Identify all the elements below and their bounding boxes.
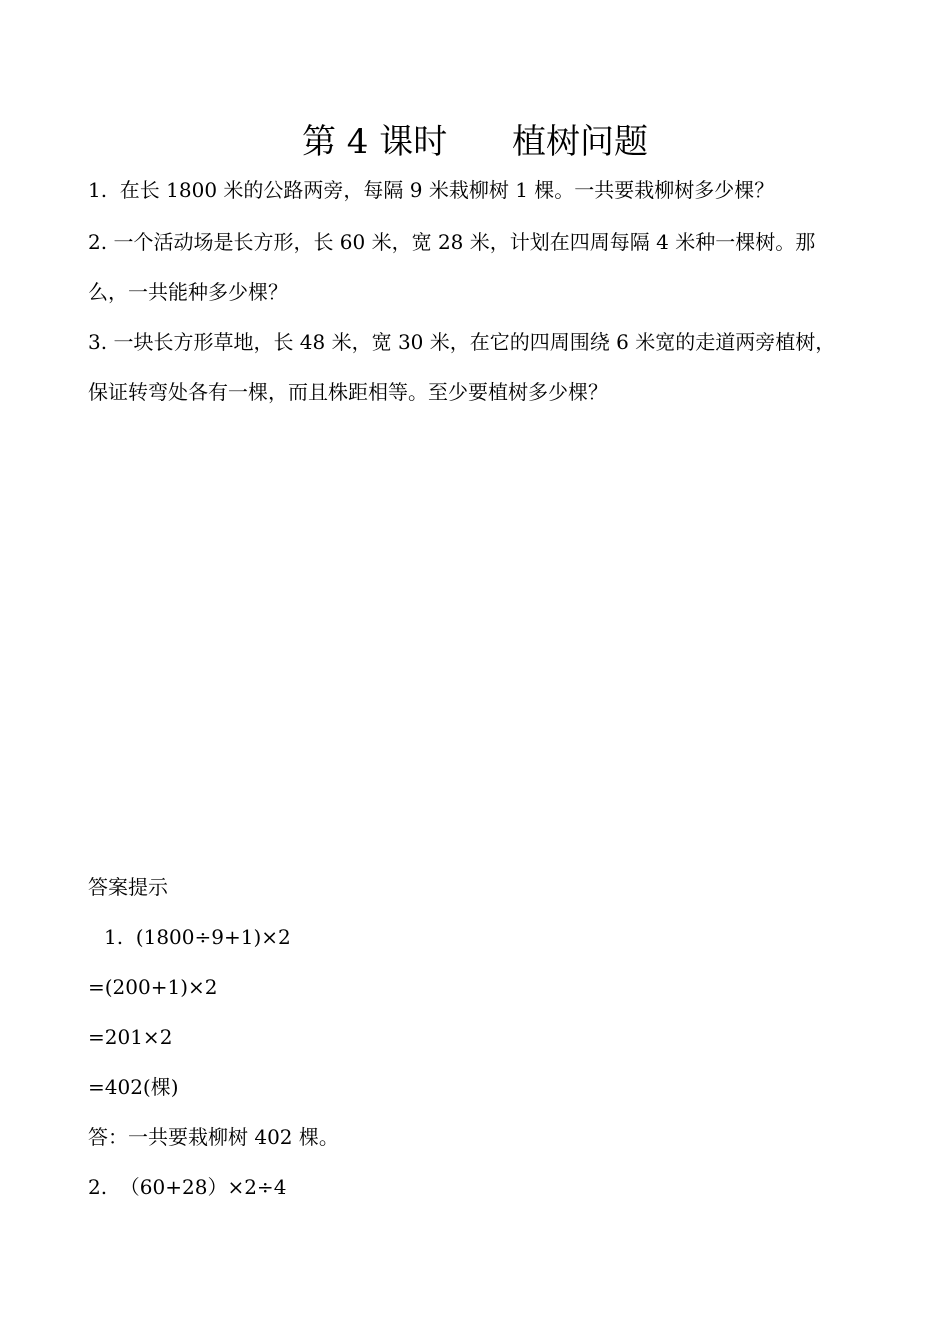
answers-heading: 答案提示 [88,875,168,899]
answer-line-4: =402(棵) [88,1075,179,1099]
page-title: 第 4 课时 植树问题 [301,122,649,162]
answer-line-2: =(200+1)×2 [88,975,218,999]
question-2-line-2: 么，一共能种多少棵？ [88,280,288,304]
question-3-line-2: 保证转弯处各有一棵，而且株距相等。至少要植树多少棵？ [88,380,608,404]
question-3-line-1: 3. 一块长方形草地，长 48 米，宽 30 米，在它的四周围绕 6 米宽的走道两旁植树， [88,330,836,354]
question-1-line: 1. 在长 1800 米的公路两旁，每隔 9 米栽柳树 1 棵。一共要栽柳树多少棵？ [88,178,775,202]
question-2-line-1: 2. 一个活动场是长方形，长 60 米，宽 28 米，计划在四周每隔 4 米种一棵树。那 [88,230,816,254]
answer-line-6: 2. （60+28）×2÷4 [88,1175,287,1199]
answer-line-3: =201×2 [88,1025,173,1049]
answer-line-5: 答：一共要栽柳树 402 棵。 [88,1125,339,1149]
answer-line-1: 1. (1800÷9+1)×2 [104,925,291,949]
